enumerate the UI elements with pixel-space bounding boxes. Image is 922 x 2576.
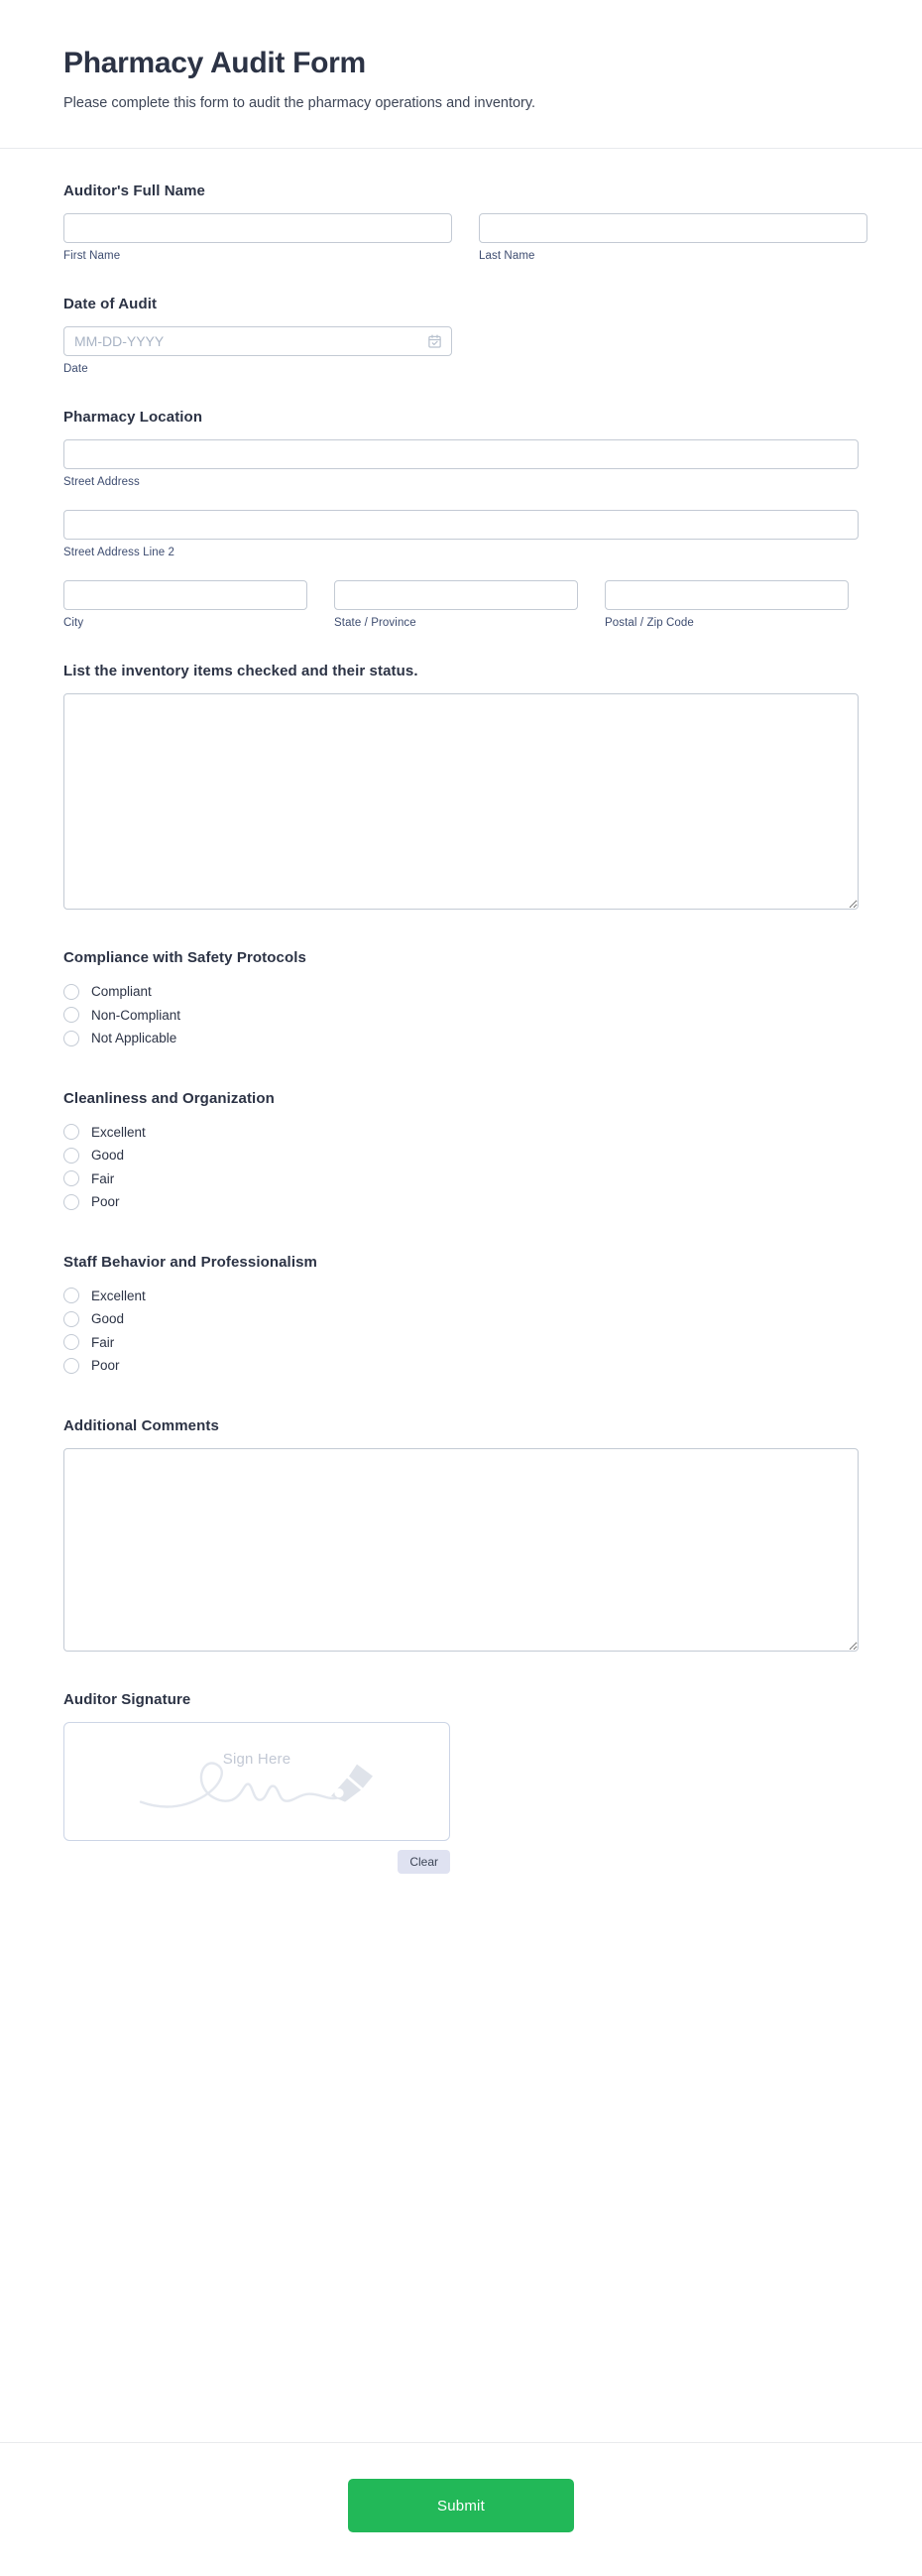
pharmacy-location-label: Pharmacy Location: [63, 409, 203, 427]
radio-circle-icon[interactable]: [63, 984, 79, 1000]
zip-group: [605, 580, 849, 629]
additional-comments-label: Additional Comments: [63, 1416, 219, 1434]
cleanliness-label: Cleanliness and Organization: [63, 1089, 275, 1107]
signature-pad[interactable]: [63, 1722, 450, 1841]
staff-behavior-option-label: Excellent: [91, 1288, 146, 1303]
radio-circle-icon[interactable]: [63, 1194, 79, 1210]
clear-signature-button[interactable]: Clear: [398, 1850, 450, 1874]
compliance-option-non-compliant[interactable]: [63, 1004, 859, 1028]
page-title: Pharmacy Audit Form: [63, 47, 366, 79]
street-address-group: [63, 439, 859, 488]
submit-button[interactable]: Submit: [348, 2479, 574, 2532]
pen-nib-icon: [331, 1764, 373, 1801]
compliance-option-not-applicable[interactable]: [63, 1027, 859, 1050]
field-pharmacy-location: [63, 409, 859, 629]
street-address-input[interactable]: [63, 439, 859, 469]
staff-behavior-option-poor[interactable]: [63, 1354, 859, 1378]
field-additional-comments: [63, 1417, 859, 1652]
radio-circle-icon[interactable]: [63, 1031, 79, 1046]
cleanliness-option-label: Excellent: [91, 1124, 146, 1140]
auditor-signature-label: Auditor Signature: [63, 1690, 191, 1708]
field-date-of-audit: [63, 296, 859, 375]
date-sublabel: Date: [63, 363, 88, 376]
street-address-2-group: [63, 510, 859, 558]
compliance-option-label: Compliant: [91, 984, 152, 1000]
auditor-name-label: Auditor's Full Name: [63, 183, 205, 200]
state-sublabel: State / Province: [334, 617, 416, 630]
city-sublabel: City: [63, 617, 84, 630]
compliance-radio-group: [63, 980, 859, 1050]
date-input-wrapper: [63, 326, 452, 356]
street-address-sublabel: Street Address: [63, 476, 140, 489]
radio-circle-icon[interactable]: [63, 1334, 79, 1350]
field-inventory-items: [63, 663, 859, 910]
field-auditor-signature: [63, 1691, 859, 1874]
staff-behavior-option-label: Good: [91, 1311, 125, 1327]
cleanliness-option-poor[interactable]: [63, 1190, 859, 1214]
field-cleanliness: [63, 1090, 859, 1214]
inventory-items-label: List the inventory items checked and their status.: [63, 663, 418, 680]
field-auditor-name: [63, 183, 859, 262]
radio-circle-icon[interactable]: [63, 1170, 79, 1186]
street-address-2-input[interactable]: [63, 510, 859, 540]
city-input[interactable]: [63, 580, 307, 610]
compliance-label: Compliance with Safety Protocols: [63, 949, 306, 967]
signature-placeholder-art: [64, 1723, 449, 1840]
first-name-input[interactable]: [63, 213, 452, 243]
auditor-name-row: [63, 213, 859, 262]
inventory-items-textarea[interactable]: [63, 693, 859, 910]
sign-here-hint: Sign Here: [222, 1750, 291, 1768]
last-name-input[interactable]: [479, 213, 867, 243]
form-header: [0, 0, 922, 149]
city-state-zip-row: [63, 580, 859, 629]
date-input[interactable]: [63, 326, 452, 356]
street-address-2-sublabel: Street Address Line 2: [63, 547, 175, 559]
cleanliness-option-fair[interactable]: [63, 1167, 859, 1191]
staff-behavior-option-excellent[interactable]: [63, 1285, 859, 1308]
signature-flourish-icon: [133, 1740, 381, 1829]
staff-behavior-radio-group: [63, 1285, 859, 1378]
cleanliness-option-label: Good: [91, 1148, 125, 1164]
cleanliness-option-excellent[interactable]: [63, 1121, 859, 1145]
staff-behavior-label: Staff Behavior and Professionalism: [63, 1253, 317, 1271]
compliance-option-label: Non-Compliant: [91, 1007, 181, 1023]
zip-input[interactable]: [605, 580, 849, 610]
state-input[interactable]: [334, 580, 578, 610]
form-body: [0, 149, 922, 2412]
radio-circle-icon[interactable]: [63, 1148, 79, 1164]
first-name-sublabel: First Name: [63, 250, 121, 263]
radio-circle-icon[interactable]: [63, 1358, 79, 1374]
last-name-sublabel: Last Name: [479, 250, 535, 263]
cleanliness-option-label: Fair: [91, 1170, 115, 1186]
state-group: [334, 580, 578, 629]
staff-behavior-option-fair[interactable]: [63, 1331, 859, 1355]
cleanliness-radio-group: [63, 1121, 859, 1214]
cleanliness-option-good[interactable]: [63, 1144, 859, 1167]
field-staff-behavior: [63, 1254, 859, 1378]
signature-clear-row: [63, 1850, 450, 1874]
form-footer: [0, 2442, 922, 2576]
last-name-group: [479, 213, 867, 262]
cleanliness-option-label: Poor: [91, 1194, 120, 1210]
additional-comments-textarea[interactable]: [63, 1448, 859, 1652]
date-of-audit-label: Date of Audit: [63, 296, 158, 313]
city-group: [63, 580, 307, 629]
compliance-option-compliant[interactable]: [63, 980, 859, 1004]
compliance-option-label: Not Applicable: [91, 1031, 177, 1046]
staff-behavior-option-label: Poor: [91, 1358, 120, 1374]
first-name-group: [63, 213, 452, 262]
radio-circle-icon[interactable]: [63, 1311, 79, 1327]
radio-circle-icon[interactable]: [63, 1288, 79, 1303]
radio-circle-icon[interactable]: [63, 1007, 79, 1023]
staff-behavior-option-good[interactable]: [63, 1307, 859, 1331]
page-subtitle: Please complete this form to audit the pharmacy operations and inventory.: [63, 95, 536, 111]
field-compliance: [63, 949, 859, 1050]
radio-circle-icon[interactable]: [63, 1124, 79, 1140]
staff-behavior-option-label: Fair: [91, 1334, 115, 1350]
zip-sublabel: Postal / Zip Code: [605, 617, 694, 630]
